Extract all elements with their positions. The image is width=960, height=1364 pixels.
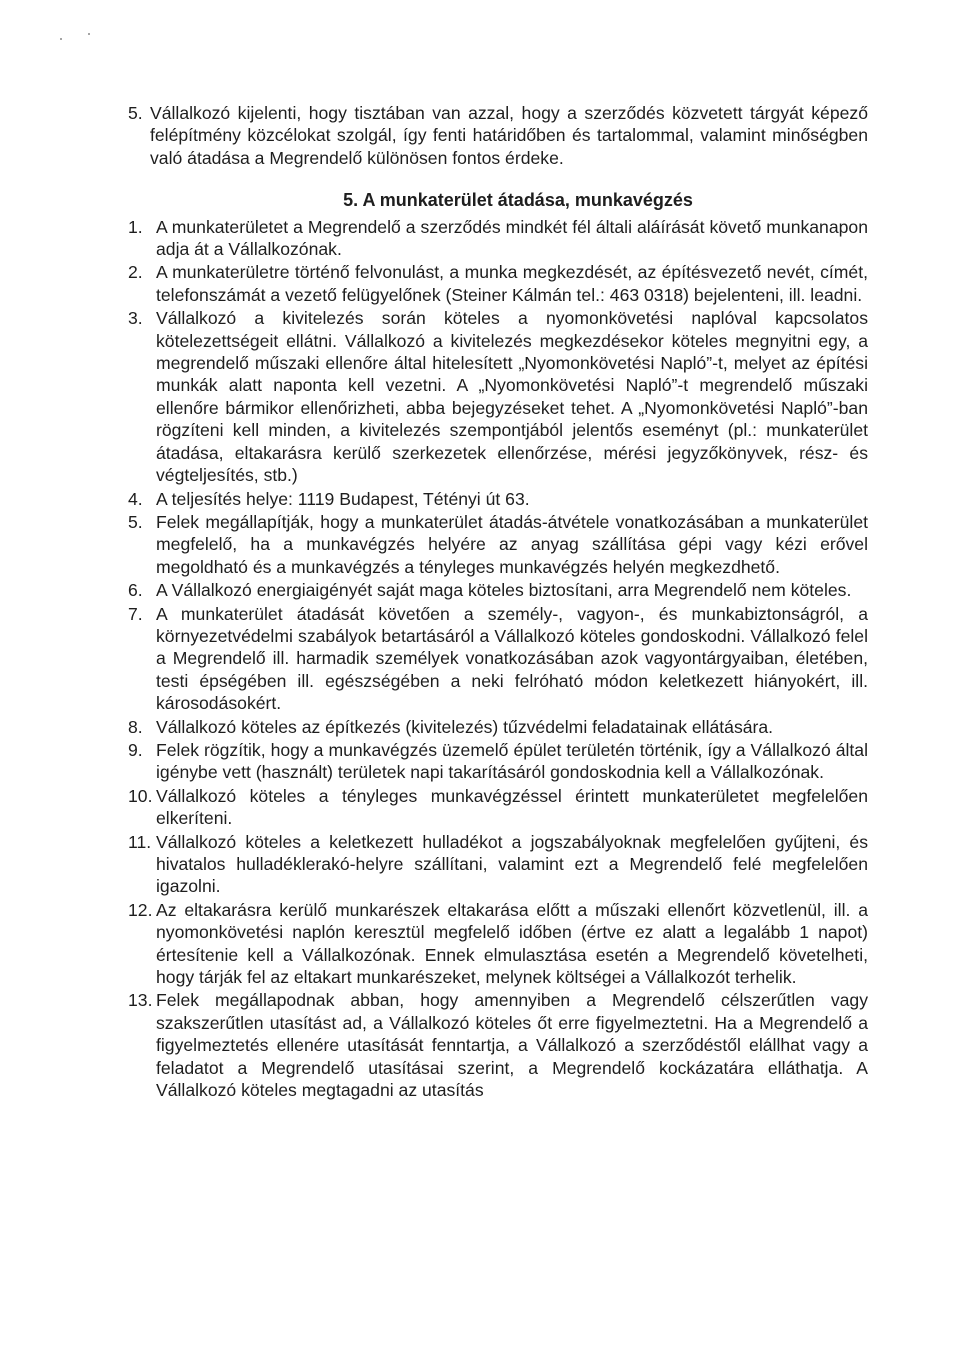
item-text: A munkaterület átadását követően a személy-, vagyon-, és munkabiztonságról, a környezetvédelmi szabályok betartásáról a Vállalkozó köteles gondoskodni. Vállalkozó felel a Megrendelő ill. harmadik személyek vonatkozásában azok vagyontárgyaiban, életében, testi épségében ill. egészségében a neki felróható módon keletkezett hiányokért, ill. károsodásokért. xyxy=(156,603,868,714)
list-item xyxy=(128,785,868,830)
item-number: 9. xyxy=(128,739,143,760)
list-item xyxy=(128,603,868,715)
scan-speck xyxy=(60,38,62,40)
item-text: Felek megállapítják, hogy a munkaterület átadás-átvétele vonatkozásában a munkaterület megfelelő, ha a munkavégzés helyére az anyag szállítása gépi vagy kézi erővel megoldható és a munkavégzés a tényleges munkavégzés helyén megkezdhető. xyxy=(156,511,868,577)
item-text: A munkaterületre történő felvonulást, a munka megkezdését, az építésvezető nevét, címét, telefonszámát a vezető felügyelőnek (Steiner Kálmán tel.: 463 0318) bejelenteni, ill. leadni. xyxy=(156,262,868,305)
item-number: 8. xyxy=(128,716,143,737)
item-text: Felek rögzítik, hogy a munkavégzés üzemelő épület területén történik, így a Vállalkozó által igénybe vett (használt) területek napi takarításáról gondoskodnia kell a Vállalkozónak. xyxy=(156,739,868,783)
intro-paragraph xyxy=(128,102,868,169)
intro-number: 5. xyxy=(128,103,143,123)
item-number: 4. xyxy=(128,488,143,509)
item-number: 1. xyxy=(128,216,143,237)
item-number: 11. xyxy=(128,831,152,852)
list-item xyxy=(128,488,868,510)
list-item xyxy=(128,716,868,738)
list-item xyxy=(128,989,868,1101)
item-text: Felek megállapodnak abban, hogy amennyiben a Megrendelő célszerűtlen vagy szakszerűtlen utasítást ad, a Vállalkozó köteles őt erre figyelmeztetni. Ha a Megrendelő a figyelmeztetés ellenére utasítását fenntartja, a Vállalkozó a szerződéstől elállhat vagy a feladatot a Megrendelő utasításai szerint, a Megrendelő kockázatára elláthatja. A Vállalkozó köteles megtagadni az utasítás xyxy=(156,990,868,1101)
list-item xyxy=(128,579,868,601)
item-text: Vállalkozó köteles az építkezés (kivitelezés) tűzvédelmi feladatainak ellátására. xyxy=(156,716,774,737)
item-text: Vállalkozó köteles a tényleges munkavégzéssel érintett munkaterületet megfelelően elkeríteni. xyxy=(156,785,868,829)
scan-speck xyxy=(88,33,90,35)
item-text: A teljesítés helye: 1119 Budapest, Tétényi út 63. xyxy=(156,488,530,509)
list-item xyxy=(128,511,868,578)
item-number: 12. xyxy=(128,899,153,920)
intro-text: Vállalkozó kijelenti, hogy tisztában van azzal, hogy a szerződés közvetett tárgyát képező felépítmény közcélokat szolgál, így fenti határidőben és tartalommal, valamint minőségben való átadása a Megrendelő különösen fontos érdeke. xyxy=(150,103,868,168)
item-number: 3. xyxy=(128,308,143,329)
item-text: A munkaterületet a Megrendelő a szerződés mindkét fél általi aláírását követő munkanapon adja át a Vállalkozónak. xyxy=(156,216,868,260)
item-text: Vállalkozó a kivitelezés során köteles a nyomonkövetési naplóval kapcsolatos kötelezettségeit ellátni. Vállalkozó a kivitelezés megkezdésekor köteles megnyitni egy, a megrendelő műszaki ellenőre által hitelesített „Nyomonkövetési Napló”-t, melyet az építési munkák alatt naponta kell vezetni. A „Nyomonkövetési Napló”-t megrendelő műszaki ellenőre bármikor ellenőrizheti, abba bejegyzéseket tehet. A „Nyomonkövetési Napló”-ban rögzíteni kell minden, a kivitelezés szempontjából jelentős eseményt (pl.: munkaterület átadása, eltakarásra kerülő szerkezetek ellenőrzése, mérési jegyzőkönyvek, rész- és végteljesítés, stb.) xyxy=(156,308,868,486)
item-number: 5. xyxy=(128,511,143,532)
item-text: Az eltakarásra kerülő munkarészek eltakarása előtt a műszaki ellenőrt közvetlenül, ill. a nyomonkövetési naplón keresztül megfelelő időben (értve ez alatt a legalább 1 napot) értesítenie kell a Vállalkozónak. Ennek elmulasztása esetén a Megrendelő követelheti, hogy tárják fel az eltakart munkarészeket, melynek költségei a Vállalkozót terhelik. xyxy=(156,899,868,988)
list-item xyxy=(128,739,868,784)
list-item xyxy=(128,899,868,989)
item-text: A Vállalkozó energiaigényét saját maga köteles biztosítani, arra Megrendelő nem köteles. xyxy=(156,580,852,601)
item-number: 7. xyxy=(128,603,143,624)
item-number: 10. xyxy=(128,785,153,806)
list-item xyxy=(128,831,868,898)
document-body xyxy=(128,102,868,1102)
list-item xyxy=(128,216,868,261)
item-number: 2. xyxy=(128,262,143,283)
section-heading: 5. A munkaterület átadása, munkavégzés xyxy=(343,190,693,211)
list-item xyxy=(128,307,868,486)
list-item xyxy=(128,261,868,306)
item-text: Vállalkozó köteles a keletkezett hulladékot a jogszabályoknak megfelelően gyűjteni, és hivatalos hulladéklerakó-helyre szállítani, valamint ezt a Megrendelő felé megfelelően igazolni. xyxy=(156,831,868,897)
clause-list xyxy=(128,216,868,1102)
item-number: 6. xyxy=(128,580,143,601)
item-number: 13. xyxy=(128,990,153,1011)
